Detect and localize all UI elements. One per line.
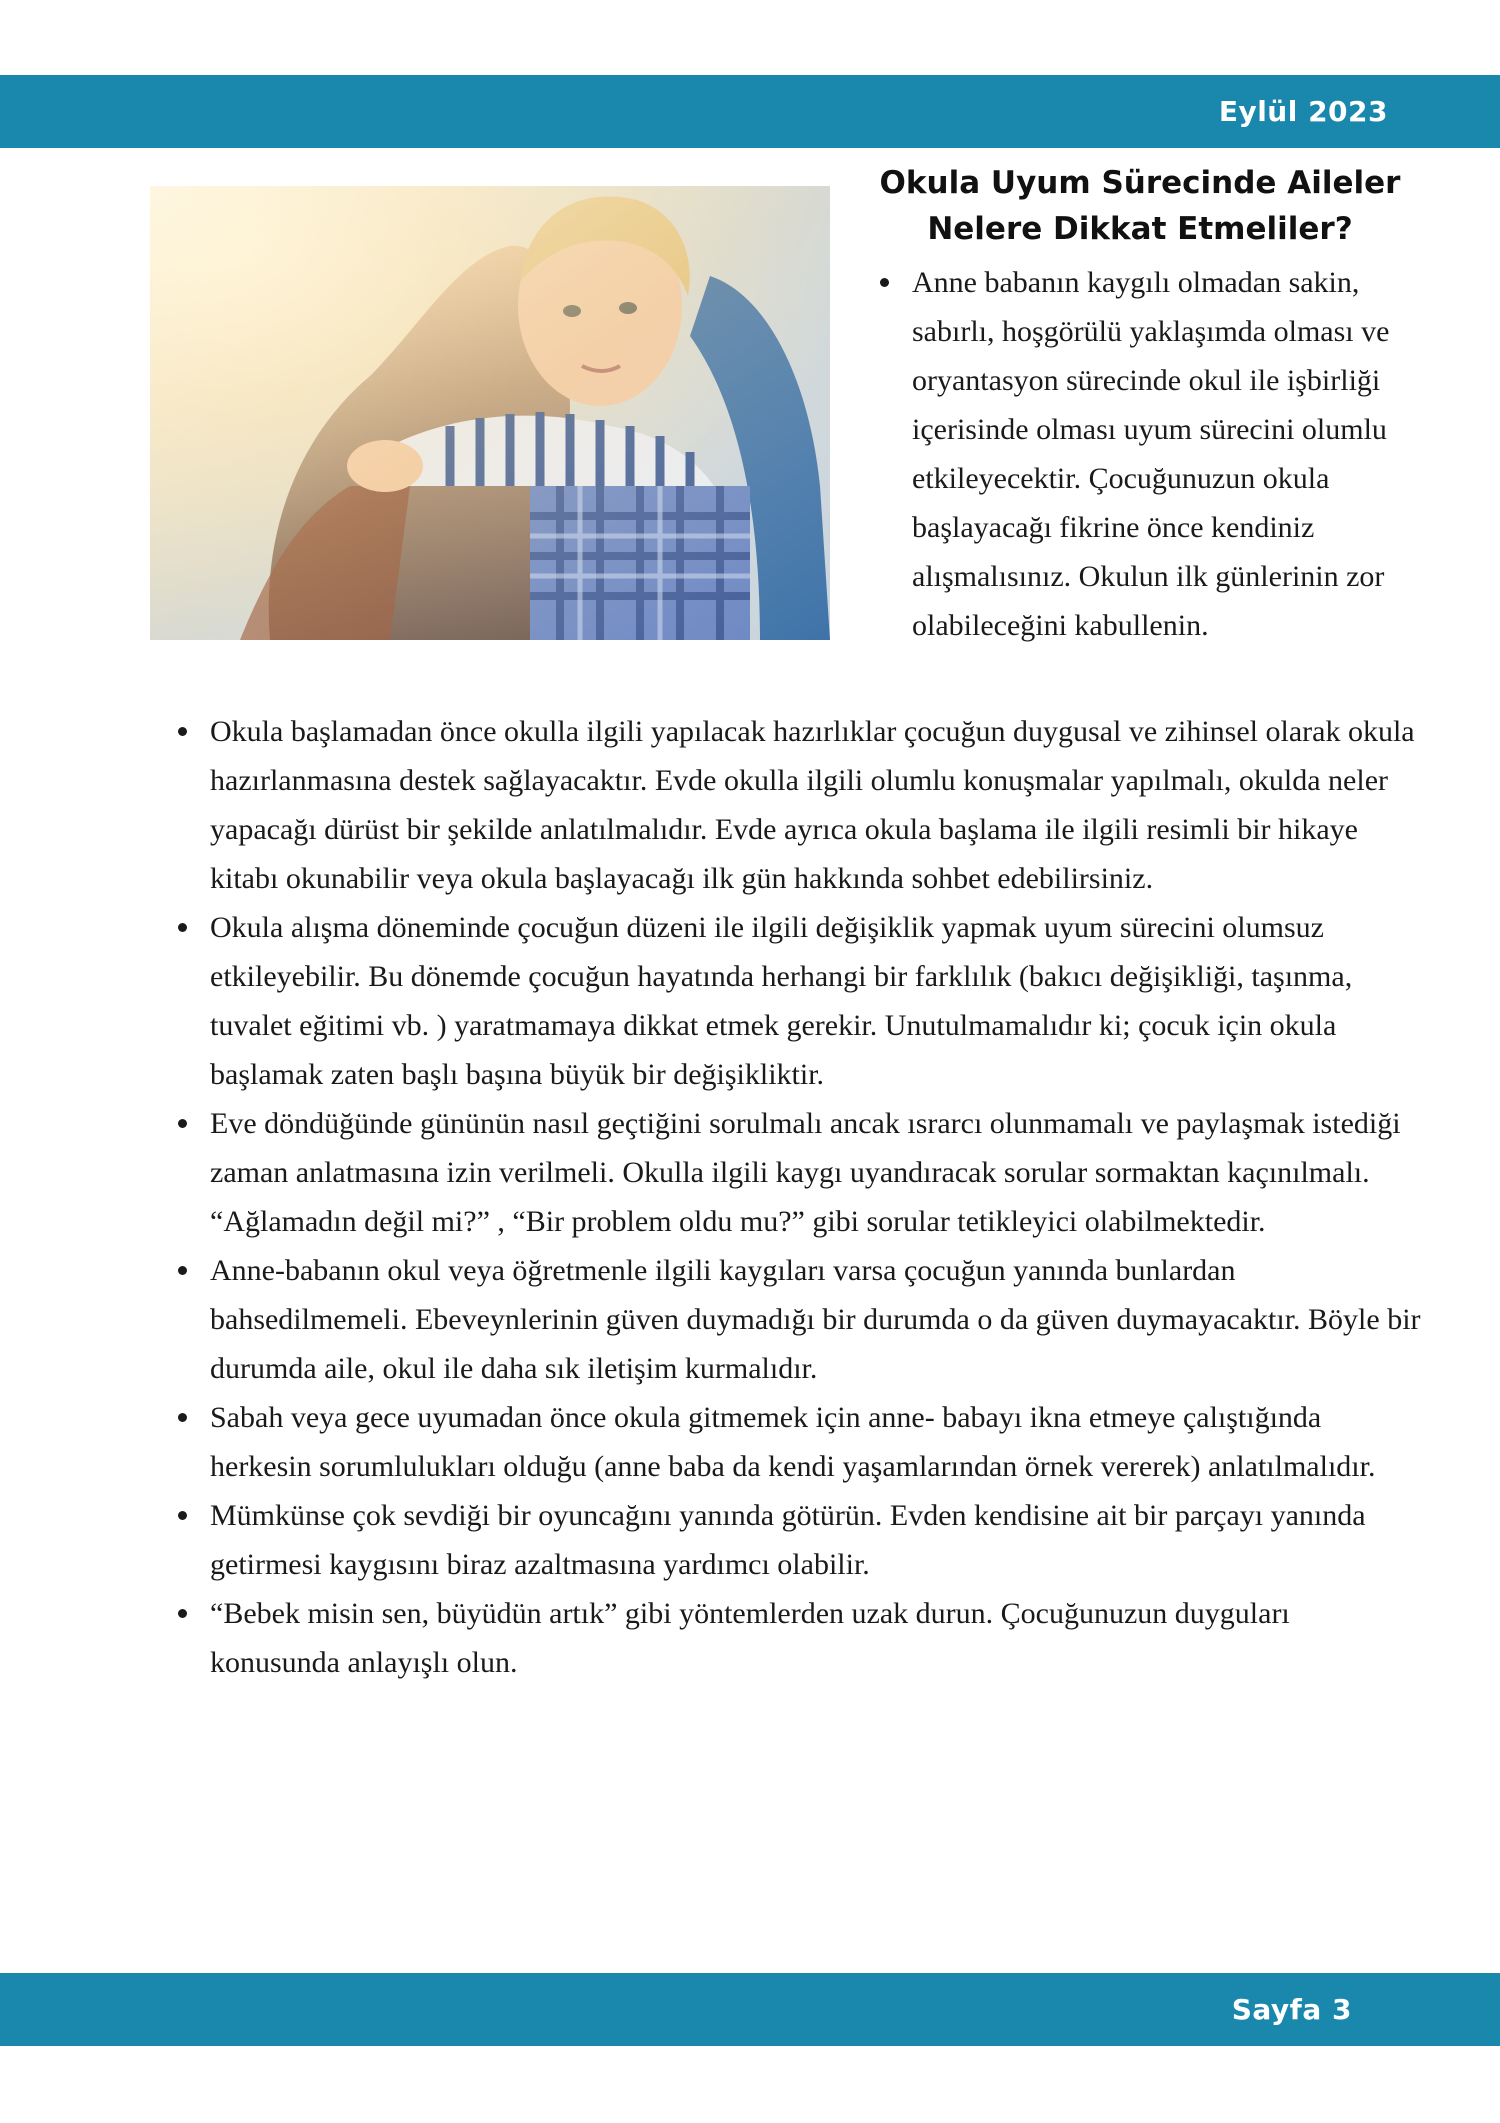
tips-list xyxy=(176,707,1426,1687)
list-item xyxy=(176,1491,1426,1589)
list-item xyxy=(176,707,1426,903)
footer-band xyxy=(0,1973,1500,2046)
issue-date: Eylül 2023 xyxy=(1218,95,1388,128)
bullet-icon xyxy=(178,1511,187,1520)
list-item-text: Okula başlamadan önce okulla ilgili yapılacak hazırlıklar çocuğun duygusal ve zihinsel olarak okula hazırlanmasına destek sağlayacaktır. Evde okulla ilgili olumlu konuşmalar yapılmalı, okulda neler yapacağı dürüst bir şekilde anlatılmalıdır. Evde ayrıca okula başlama ile ilgili resimli bir hikaye kitabı okunabilir veya okula başlayacağı ilk gün hakkında sohbet edebilirsiniz. xyxy=(210,715,1415,895)
list-item-text: Anne babanın kaygılı olmadan sakin, sabırlı, hoşgörülü yaklaşımda olması ve oryantasyon sürecinde okul ile işbirliği içerisinde olması uyum sürecini olumlu etkileyecektir. Çocuğunuzun okula başlayacağı fikrine önce kendiniz alışmalısınız. Okulun ilk günlerinin zor olabileceğini kabullenin. xyxy=(912,266,1390,642)
bullet-icon xyxy=(178,1266,187,1275)
bullet-icon xyxy=(178,1119,187,1128)
list-item-text: Okula alışma döneminde çocuğun düzeni ile ilgili değişiklik yapmak uyum sürecini olumsuz etkileyebilir. Bu dönemde çocuğun hayatında herhangi bir farklılık (bakıcı değişikliği, taşınma, tuvalet eğitimi vb. ) yaratmamaya dikkat etmek gerekir. Unutulmamalıdır ki; çocuk için okula başlamak zaten başlı başına büyük bir değişikliktir. xyxy=(210,911,1353,1091)
bullet-icon xyxy=(178,1609,187,1618)
list-item-text: “Bebek misin sen, büyüdün artık” gibi yöntemlerden uzak durun. Çocuğunuzun duyguları konusunda anlayışlı olun. xyxy=(210,1597,1290,1679)
parent-hugging-child-photo xyxy=(150,186,830,640)
page-number: Sayfa 3 xyxy=(1231,1993,1352,2026)
list-item xyxy=(176,1589,1426,1687)
list-item-text: Eve döndüğünde gününün nasıl geçtiğini sorulmalı ancak ısrarcı olunmamalı ve paylaşmak istediği zaman anlatmasına izin verilmeli. Okulla ilgili kaygı uyandıracak sorular sormaktan kaçınılmalı. “Ağlamadın değil mi?” , “Bir problem oldu mu?” gibi sorular tetikleyici olabilmektedir. xyxy=(210,1107,1401,1238)
list-item-text: Sabah veya gece uyumadan önce okula gitmemek için anne- babayı ikna etmeye çalıştığında herkesin sorumlulukları olduğu (anne baba da kendi yaşamlarından örnek vererek) anlatılmalıdır. xyxy=(210,1401,1376,1483)
list-item xyxy=(176,903,1426,1099)
intro-list xyxy=(878,258,1438,650)
bullet-icon xyxy=(178,923,187,932)
article-title: Okula Uyum Sürecinde Aileler Nelere Dikkat Etmeliler? xyxy=(879,165,1401,247)
bullet-icon xyxy=(178,727,187,736)
list-item xyxy=(176,1246,1426,1393)
list-item xyxy=(878,258,1438,650)
bullet-icon xyxy=(880,278,889,287)
bullet-icon xyxy=(178,1413,187,1422)
list-item-text: Anne-babanın okul veya öğretmenle ilgili kaygıları varsa çocuğun yanında bunlardan bahsedilmemeli. Ebeveynlerinin güven duymadığı bir durumda o da güven duymayacaktır. Böyle bir durumda aile, okul ile daha sık iletişim kurmalıdır. xyxy=(210,1254,1421,1385)
header-band xyxy=(0,75,1500,148)
list-item xyxy=(176,1393,1426,1491)
list-item-text: Mümkünse çok sevdiği bir oyuncağını yanında götürün. Evden kendisine ait bir parçayı yanında getirmesi kaygısını biraz azaltmasına yardımcı olabilir. xyxy=(210,1499,1366,1581)
list-item xyxy=(176,1099,1426,1246)
